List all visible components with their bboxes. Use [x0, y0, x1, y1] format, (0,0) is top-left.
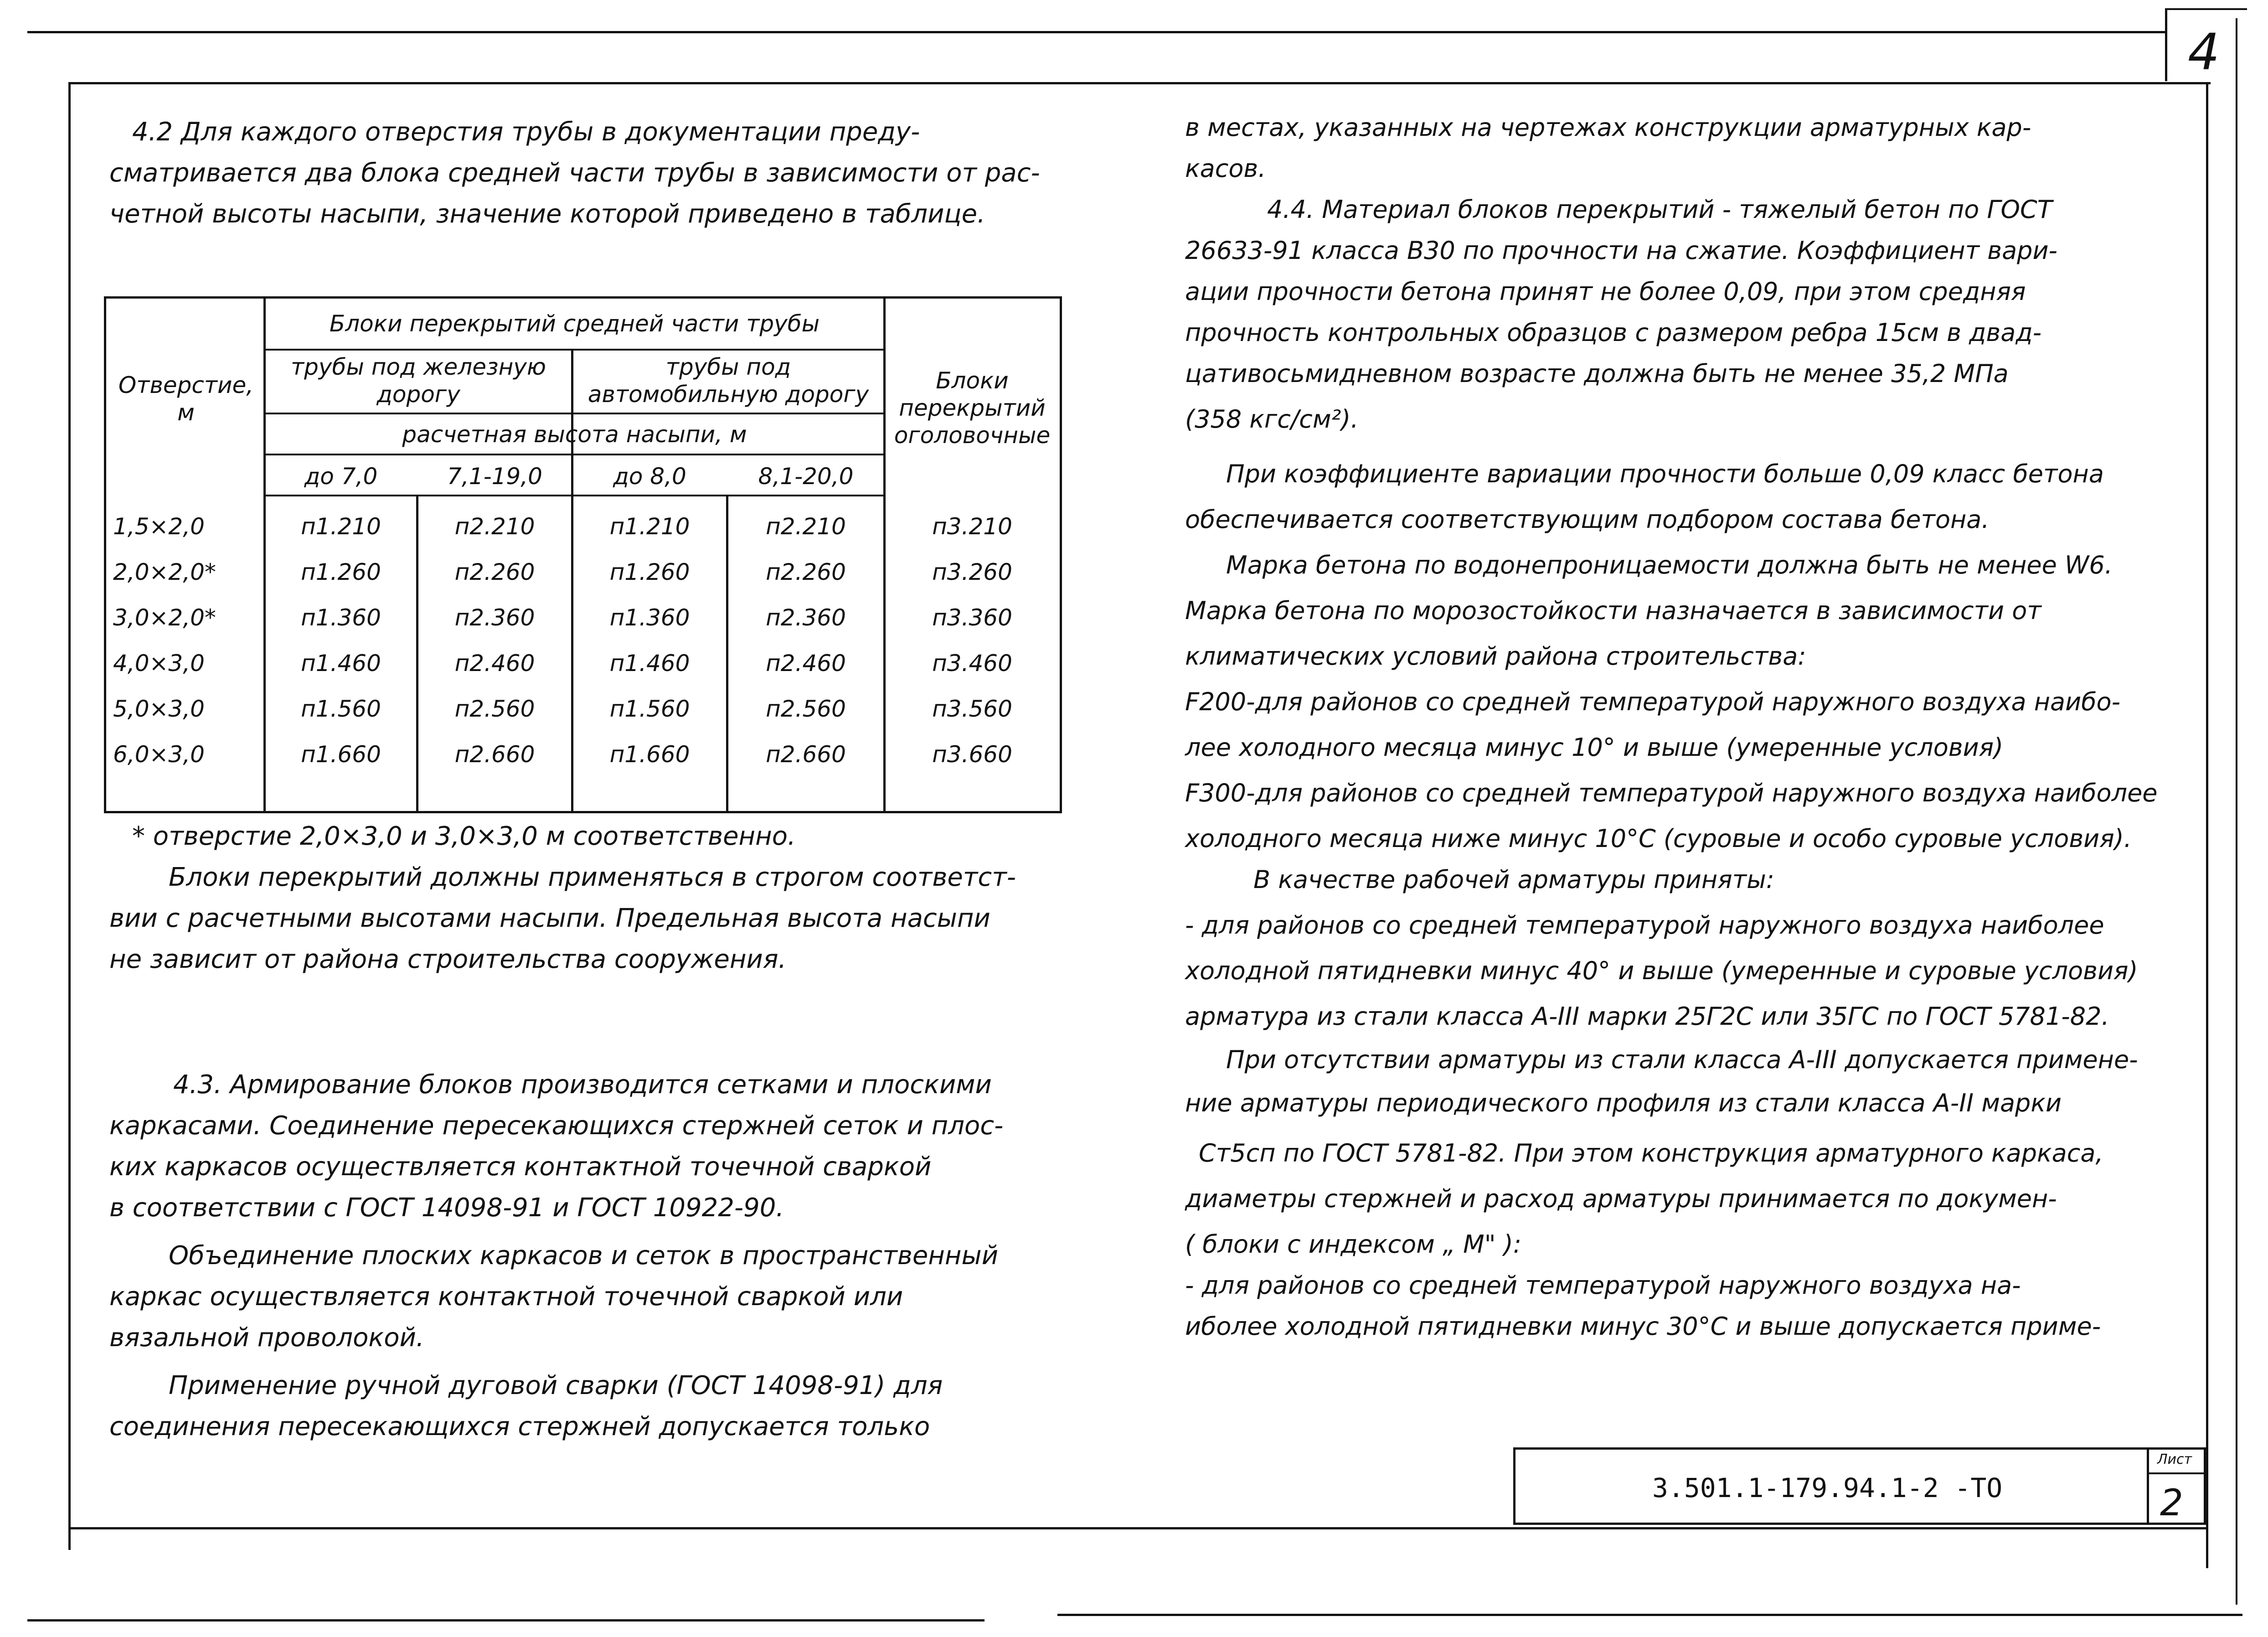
range-road-low: до 8,0 [613, 463, 686, 490]
header-road-pipes: трубы под автомобильную дорогу [588, 354, 869, 408]
table-row-6-col-6: п3.660 [932, 741, 1012, 768]
table-row-2-col-1: 2,0×2,0* [113, 559, 216, 585]
sheet-cell [2147, 1450, 2204, 1523]
blocks-table [104, 296, 1062, 813]
table-row-3-col-2: п1.360 [301, 604, 381, 631]
right-border [2206, 82, 2208, 1568]
col-otverstie-header: Отверстие, м [118, 372, 254, 426]
right-line-21: арматура из стали класса А-III марки 25Г2С или 35ГС по ГОСТ 5781-82. [1185, 1002, 2109, 1031]
top-right-border [2165, 8, 2247, 10]
table-row-6-col-5: п2.660 [766, 741, 846, 768]
left-border [68, 82, 71, 1550]
far-right-edge [2236, 18, 2237, 1605]
table-row-5-col-1: 5,0×3,0 [113, 696, 205, 722]
table-row-5-col-4: п1.560 [609, 696, 690, 722]
table-row-1-col-2: п1.210 [301, 513, 381, 540]
para-4-3-line-3: ких каркасов осуществляется контактной точечной сваркой [109, 1152, 932, 1182]
right-line-14: F200-для районов со средней температурой наружного воздуха наибо- [1185, 687, 2121, 716]
right-line-9: При коэффициенте вариации прочности больше 0,09 класс бетона [1226, 460, 2104, 488]
right-line-8: (358 кгс/см²). [1185, 405, 1359, 434]
range-rail-low: до 7,0 [304, 463, 378, 490]
table-footnote: * отверстие 2,0×3,0 и 3,0×3,0 м соответственно. [132, 821, 796, 851]
right-line-1: в местах, указанных на чертежах конструкции арматурных кар- [1185, 113, 2031, 142]
table-row-6-col-1: 6,0×3,0 [113, 741, 205, 768]
right-line-25: диаметры стержней и расход арматуры принимается по докумен- [1185, 1184, 2057, 1213]
para-frames-line-2: каркас осуществляется контактной точечной сваркой или [109, 1282, 903, 1312]
para-4-2-line-3: четной высоты насыпи, значение которой приведено в таблице. [109, 199, 985, 229]
table-row-2-col-3: п2.260 [454, 559, 535, 585]
range-road-high: 8,1-20,0 [758, 463, 854, 490]
right-line-22: При отсутствии арматуры из стали класса А-III допускается примене- [1226, 1045, 2138, 1074]
right-line-15: лее холодного месяца минус 10° и выше (умеренные условия) [1185, 733, 2004, 762]
range-rail-high: 7,1-19,0 [447, 463, 542, 490]
right-line-10: обеспечивается соответствующим подбором состава бетона. [1185, 505, 1990, 534]
right-line-26: ( блоки с индексом „ М" ): [1185, 1230, 1522, 1259]
table-row-1-col-5: п2.210 [766, 513, 846, 540]
table-row-6-col-3: п2.660 [454, 741, 535, 768]
top-border [27, 31, 2165, 33]
table-row-5-col-5: п2.560 [766, 696, 846, 722]
table-row-3-col-1: 3,0×2,0* [113, 604, 216, 631]
right-line-4: 26633-91 класса В30 по прочности на сжатие. Коэффициент вари- [1185, 236, 2058, 265]
table-row-2-col-4: п1.260 [609, 559, 690, 585]
right-line-19: - для районов со средней температурой наружного воздуха наиболее [1185, 911, 2104, 940]
table-row-1-col-1: 1,5×2,0 [113, 513, 205, 540]
table-row-4-col-5: п2.460 [766, 650, 846, 676]
right-line-17: холодного месяца ниже минус 10°С (суровые и особо суровые условия). [1185, 824, 2132, 853]
right-line-18: В качестве рабочей арматуры приняты: [1253, 865, 1774, 894]
sheet-label: Лист [2157, 1451, 2192, 1467]
right-line-28: иболее холодной пятидневки минус 30°С и выше допускается приме- [1185, 1312, 2101, 1341]
right-line-24: Ст5сп по ГОСТ 5781-82. При этом конструкция арматурного каркаса, [1199, 1139, 2103, 1167]
table-row-3-col-5: п2.360 [766, 604, 846, 631]
right-line-12: Марка бетона по морозостойкости назначается в зависимости от [1185, 596, 2041, 625]
header-blocks-middle: Блоки перекрытий средней части трубы [329, 310, 820, 337]
table-row-2-col-5: п2.260 [766, 559, 846, 585]
title-block [1513, 1447, 2206, 1525]
right-line-3: 4.4. Материал блоков перекрытий - тяжелый бетон по ГОСТ [1267, 195, 2052, 224]
table-row-5-col-2: п1.560 [301, 696, 381, 722]
bottom-rule [68, 1527, 2206, 1529]
right-line-11: Марка бетона по водонепроницаемости должна быть не менее W6. [1226, 551, 2113, 579]
table-row-4-col-2: п1.460 [301, 650, 381, 676]
sheet-number: 2 [2160, 1482, 2183, 1524]
table-row-4-col-3: п2.460 [454, 650, 535, 676]
right-line-2: касов. [1185, 154, 1266, 183]
right-line-27: - для районов со средней температурой наружного воздуха на- [1185, 1271, 2021, 1300]
table-row-4-col-1: 4,0×3,0 [113, 650, 205, 676]
para-frames-line-3: вязальной проволокой. [109, 1323, 424, 1353]
para-4-3-line-4: в соответствии с ГОСТ 14098-91 и ГОСТ 10922-90. [109, 1193, 784, 1223]
right-line-16: F300-для районов со средней температурой наружного воздуха наиболее [1185, 779, 2158, 807]
document-code: 3.501.1-179.94.1-2 -ТО [1652, 1472, 2003, 1503]
table-row-2-col-6: п3.260 [932, 559, 1012, 585]
para-welding-line-2: соединения пересекающихся стержней допускается только [109, 1412, 930, 1441]
table-row-4-col-6: п3.460 [932, 650, 1012, 676]
para-blocks-line-2: вии с расчетными высотами насыпи. Предельная высота насыпи [109, 904, 990, 933]
table-row-3-col-3: п2.360 [454, 604, 535, 631]
table-row-2-col-2: п1.260 [301, 559, 381, 585]
table-row-6-col-4: п1.660 [609, 741, 690, 768]
para-blocks-line-1: Блоки перекрытий должны применяться в строгом соответст- [169, 862, 1016, 892]
table-row-1-col-6: п3.210 [932, 513, 1012, 540]
right-line-6: прочность контрольных образцов с размером ребра 15см в двад- [1185, 318, 2042, 347]
para-4-3-line-2: каркасами. Соединение пересекающихся стержней сеток и плос- [109, 1111, 1004, 1141]
right-line-5: ации прочности бетона принят не более 0,09, при этом средняя [1185, 277, 2026, 306]
para-4-3-line-1: 4.3. Армирование блоков производится сетками и плоскими [173, 1070, 992, 1100]
para-blocks-line-3: не зависит от района строительства сооружения. [109, 945, 787, 974]
header-design-height: расчетная высота насыпи, м [402, 421, 747, 448]
page-bottom-line-right [1057, 1614, 2242, 1616]
para-4-2-line-2: сматривается два блока средней части трубы в зависимости от рас- [109, 158, 1040, 188]
right-line-20: холодной пятидневки минус 40° и выше (умеренные и суровые условия) [1185, 956, 2138, 985]
top-rule [68, 82, 2211, 84]
para-4-2-line-1: 4.2 Для каждого отверстия трубы в документации преду- [132, 117, 920, 147]
page-number-divider [2165, 8, 2167, 81]
table-row-4-col-4: п1.460 [609, 650, 690, 676]
header-end-blocks: Блоки перекрытий оголовочные [894, 367, 1051, 449]
header-rail-pipes: трубы под железную дорогу [291, 354, 546, 408]
table-row-3-col-4: п1.360 [609, 604, 690, 631]
table-row-1-col-3: п2.210 [454, 513, 535, 540]
table-row-5-col-3: п2.560 [454, 696, 535, 722]
table-row-5-col-6: п3.560 [932, 696, 1012, 722]
para-welding-line-1: Применение ручной дуговой сварки (ГОСТ 14098-91) для [169, 1371, 943, 1400]
para-frames-line-1: Объединение плоских каркасов и сеток в пространственный [169, 1241, 999, 1270]
table-row-3-col-6: п3.360 [932, 604, 1012, 631]
right-line-23: ние арматуры периодического профиля из стали класса А-II марки [1185, 1089, 2062, 1117]
right-line-13: климатических условий района строительства: [1185, 642, 1806, 671]
page-number: 4 [2188, 23, 2220, 81]
right-line-7: цативосьмидневном возрасте должна быть не менее 35,2 МПа [1185, 359, 2009, 388]
table-row-6-col-2: п1.660 [301, 741, 381, 768]
table-row-1-col-4: п1.210 [609, 513, 690, 540]
page-bottom-line-left [27, 1619, 985, 1622]
